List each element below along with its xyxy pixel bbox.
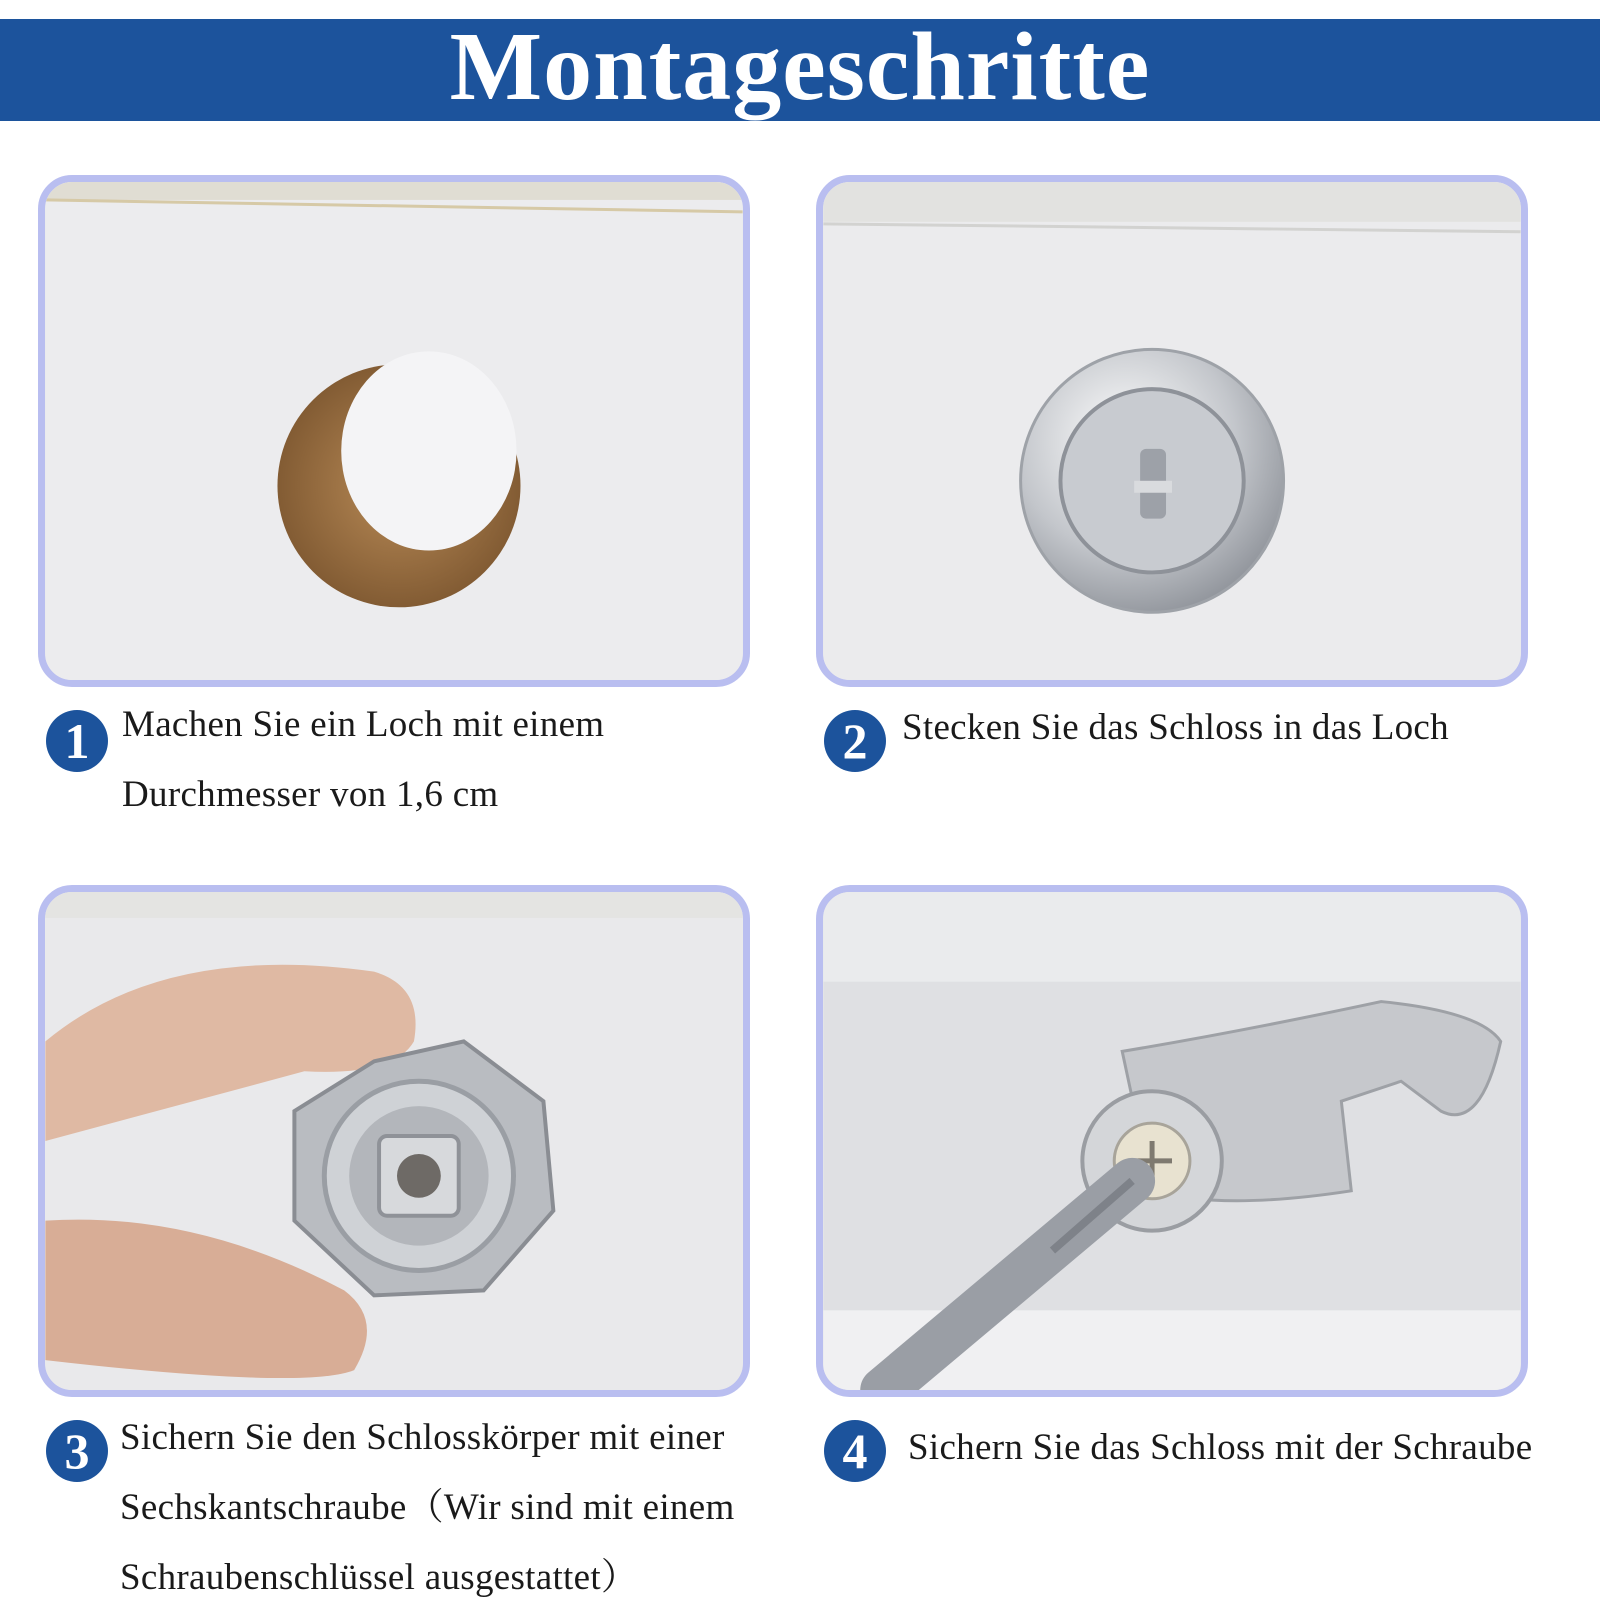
lock-in-hole-illustration [823, 182, 1521, 680]
step-3-caption [120, 1403, 810, 1613]
title-banner [0, 13, 1600, 121]
drilled-hole-illustration [45, 182, 743, 680]
caption-line: Sichern Sie den Schlosskörper mit einer [120, 1417, 725, 1458]
caption-line: Stecken Sie das Schloss in das Loch [902, 707, 1449, 748]
step-1-caption [122, 690, 802, 830]
caption-line: Machen Sie ein Loch mit einem [122, 704, 605, 745]
step-4-caption [908, 1413, 1598, 1483]
step-1-photo [38, 175, 750, 687]
hex-nut-illustration [45, 892, 743, 1390]
caption-line: Sichern Sie das Schloss mit der Schraube [908, 1427, 1533, 1468]
step-2-photo [816, 175, 1528, 687]
step-3-photo [38, 885, 750, 1397]
step-2-caption [902, 693, 1592, 763]
caption-line: Schraubenschlüssel ausgestattet） [120, 1557, 639, 1598]
step-number-badge: 1 [46, 710, 108, 772]
step-number-badge: 3 [46, 1420, 108, 1482]
caption-line: Sechskantschraube（Wir sind mit einem [120, 1487, 735, 1528]
caption-line: Durchmesser von 1,6 cm [122, 774, 499, 815]
step-number-badge: 2 [824, 710, 886, 772]
screwdriver-cam-illustration [823, 892, 1521, 1390]
page-title: Montageschritte [449, 13, 1151, 121]
step-number-badge: 4 [824, 1420, 886, 1482]
step-4-photo [816, 885, 1528, 1397]
